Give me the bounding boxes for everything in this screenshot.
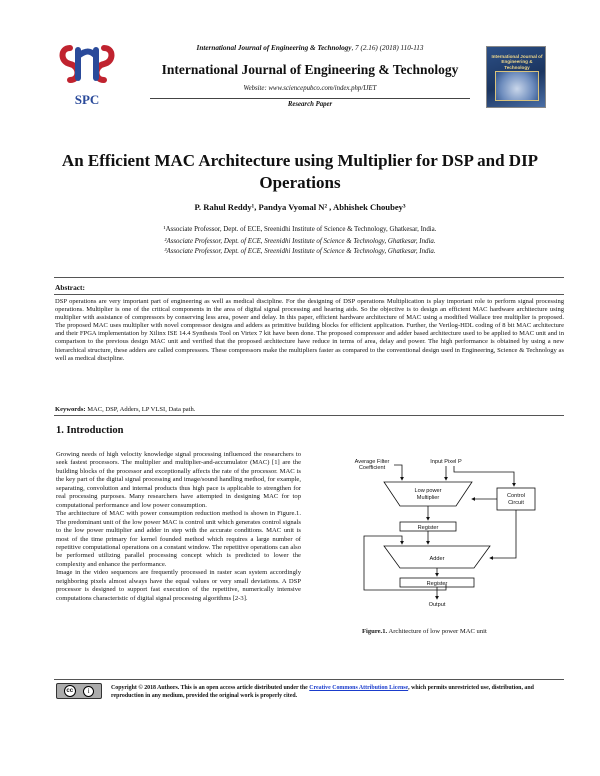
publisher-logo <box>56 42 118 110</box>
label-output: Output <box>428 602 446 608</box>
author-list: P. Rahul Reddy¹, Pandya Vyomal N² , Abhishek Choubey³ <box>194 202 406 212</box>
label-register-2: Register <box>426 581 448 587</box>
intro-paragraph-2: The architecture of MAC with power consumption reduction method is shown in Figure.1. The predominant unit of the low power MAC is control unit which generates control signals to the low power multiplier and adder in step with the accurate conditions. MAC unit is most of the time primary for kernel founded method which requires a large number of repetitive computational operations on a constant window. The repetitive operations can also be performed utilizing parallel processing concept which is predicted to lower the complexity and enhance the performance. <box>56 510 301 568</box>
label-multiplier: Low power <box>414 488 442 494</box>
abstract-text: DSP operations are very important part of engineering as well as medical discipline. For the designing of DSP operations Multiplication is play important role to perform signal processing operations. Multiplier is one of the critical components in the area of digital signal processing and hearing aids. So the objective is to design an efficient MAC hardware architecture using multiplier with assistance of compressors by conserving less area, power and delay. In this paper, efficient hardware architecture of MAC using a modified Wallace tree multiplier is proposed. The proposed MAC uses multiplier with novel compressor designs and adders as primitive building blocks for efficient application. Further, the Verilog-HDL coding of 8 bit MAC architecture and their FPGA implementation by Xilinx ISE 14.4 Synthesis Tool on Virtex 7 kit have been done. The proposed compressor and adder based architecture used to be applied to MAC unit and in comparison to the previous design MAC unit and verified that the proposed architecture have reduce in terms of area, delay and power. The high performance is obtained by using a new hierarchical structure, these adders are called compressors. These compressors make the multipliers faster as compared to the conventional design used in Engineering, Science & Technology as well as medical discipline. <box>55 298 564 362</box>
affiliation-2: ²Associate Professor, Dept. of ECE, Sreenidhi Institute of Science & Technology, Ghatkesar, India. <box>164 238 436 245</box>
label-control: Control <box>506 493 526 499</box>
label-filter: Average Filter <box>354 459 390 465</box>
copyright-post: , which permits unrestricted use, distribution, and reproduction in any medium, provided the original work is properly cited. <box>111 685 534 699</box>
abstract-top-rule <box>54 277 564 278</box>
paper-title: An Efficient MAC Architecture using Multiplier for DSP and DIP Operations <box>61 151 539 193</box>
journal-reference <box>140 44 480 52</box>
control-circuit-block <box>497 488 535 510</box>
label-input-pixel: Input Pixel P <box>430 459 462 465</box>
mac-architecture-diagram <box>342 456 554 608</box>
label-multiplier-2: Multiplier <box>416 495 440 501</box>
introduction-body <box>56 451 301 603</box>
affiliation-1: ¹Associate Professor, Dept. of ECE, Sreenidhi Institute of Science & Technology, Ghatkesar, India. <box>163 226 437 233</box>
cc-icon: cc <box>64 685 76 697</box>
cc-license-badge[interactable] <box>56 683 102 699</box>
abstract-bottom-rule <box>54 415 564 416</box>
cover-image <box>495 71 539 101</box>
keywords-label: Keywords: <box>55 406 86 413</box>
intro-paragraph-3: Image in the video sequences are frequently processed in raster scan system accordingly neighboring pixels almost always have the equal values or very small deviations. A DSP processor is designed to support fast execution of the repetitive, numerically intensive computations characteristic of digital signal processing algorithms [2-3]. <box>56 569 301 602</box>
keywords-list: MAC, DSP, Adders, LP VLSI, Data path. <box>85 406 196 413</box>
figure-caption-text: Architecture of low power MAC unit <box>387 628 487 635</box>
copyright-pre: Copyright © 2018 Authors. This is an open access article distributed under the <box>111 685 310 691</box>
paper-type: Research Paper <box>287 101 333 108</box>
abstract-heading: Abstract: <box>55 283 85 292</box>
journal-ref-name: International Journal of Engineering & Technology <box>196 44 352 52</box>
journal-ref-issue: , 7 (2.16) (2018) 110-113 <box>351 44 424 52</box>
footer-divider <box>54 679 564 680</box>
intro-paragraph-1: Growing needs of high velocity knowledge signal processing influenced the researchers to seek fastest processors. The multiplier and multiplier-and-accumulator (MAC) [1] are the building blocks of the processor and exceptionally affects the rate of the processor. MAC is the key part of the digital signal processing and image/sound handling method, for example, separating, convolution and internal products thus high pace is applicable to strengthen for real processing purposes. Many researchers have attempted in designing MAC for top computational performance and low power consumption. <box>56 451 301 509</box>
header-divider <box>150 98 470 99</box>
cover-title: International Journal of Engineering & Technology <box>491 54 543 70</box>
section-heading-introduction: 1. Introduction <box>56 425 124 436</box>
abstract-heading-rule <box>54 294 564 295</box>
label-control-2: Circuit <box>508 500 524 506</box>
attribution-icon: i <box>83 686 94 697</box>
multiplier-block <box>384 482 472 506</box>
figure-caption-label: Figure.1. <box>362 628 388 635</box>
journal-cover-thumbnail <box>486 46 546 108</box>
journal-title: International Journal of Engineering & Technology <box>161 62 459 77</box>
logo-text: SPC <box>74 92 100 107</box>
copyright-notice <box>111 685 566 700</box>
journal-website[interactable]: Website: www.sciencepubco.com/index.php/IJET <box>243 85 377 92</box>
figure-caption <box>362 628 487 635</box>
license-link[interactable]: Creative Commons Attribution License <box>309 685 409 691</box>
affiliation-3: ³Associate Professor, Dept. of ECE, Sreenidhi Institute of Science & Technology, Ghatkesar, India. <box>164 248 436 255</box>
label-filter-coefficient: Coefficient <box>358 465 386 471</box>
label-register-1: Register <box>417 525 439 531</box>
keywords <box>55 406 564 413</box>
label-adder: Adder <box>429 556 445 562</box>
